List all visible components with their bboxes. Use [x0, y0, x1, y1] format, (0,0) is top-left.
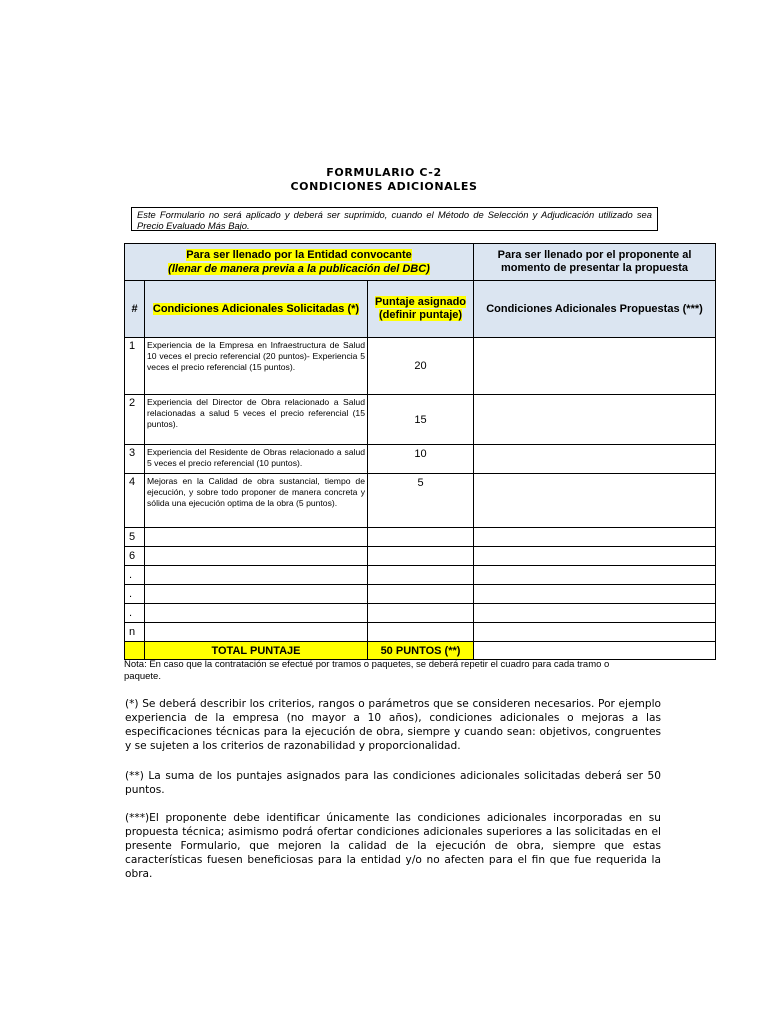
table-row — [125, 604, 716, 623]
row-number: 1 — [125, 338, 145, 395]
column-header-points-label: Puntaje asignado (definir puntaje) — [374, 296, 467, 321]
row-condition: Experiencia de la Empresa en Infraestructura de Salud 10 veces el precio referencial (20 puntos)- Experiencia 5 veces el precio referencial (15 puntos). — [145, 338, 368, 395]
notice-box: Este Formulario no será aplicado y deberá ser suprimido, cuando el Método de Selección y Adjudicación utilizado sea Precio Evaluado Más Bajo. — [131, 207, 658, 231]
form-title: FORMULARIO C-2 — [326, 166, 442, 179]
row-number: 2 — [125, 395, 145, 445]
row-number: 5 — [125, 528, 145, 547]
row-number: n — [125, 623, 145, 642]
table-row — [125, 445, 716, 474]
table-header-row-columns — [125, 281, 716, 338]
row-points — [368, 623, 474, 642]
row-points: 15 — [368, 395, 474, 445]
row-number: . — [125, 604, 145, 623]
row-condition — [145, 528, 368, 547]
row-proposed[interactable] — [474, 338, 716, 395]
column-header-number: # — [125, 281, 145, 338]
proponent-header-cell: Para ser llenado por el proponente al momento de presentar la propuesta — [474, 244, 716, 281]
table-header-row-top — [125, 244, 716, 281]
table-row — [125, 585, 716, 604]
conditions-table — [124, 243, 716, 660]
footnote-double-asterisk: (**) La suma de los puntajes asignados para las condiciones adicionales solicitadas deberá ser 50 puntos. — [125, 770, 661, 796]
table-row — [125, 528, 716, 547]
row-points: 10 — [368, 445, 474, 474]
row-condition: Experiencia del Director de Obra relacionado a Salud relacionadas a salud 5 veces el precio referencial (15 puntos). — [145, 395, 368, 445]
row-points — [368, 566, 474, 585]
row-condition — [145, 547, 368, 566]
footnote-single-asterisk: (*) Se deberá describir los criterios, rangos o parámetros que se consideren necesarios. Por ejemplo experiencia de la empresa (no mayor a 10 años), condiciones adicionales o mejoras a las especificaciones técnicas para la ejecución de obra, siempre y cuando sean: objetivos, congruentes y se sujeten a los criterios de razonabilidad y proporcionalidad. — [125, 698, 661, 752]
table-row — [125, 623, 716, 642]
row-points: 20 — [368, 338, 474, 395]
row-proposed[interactable] — [474, 623, 716, 642]
row-points — [368, 585, 474, 604]
row-proposed[interactable] — [474, 547, 716, 566]
row-proposed[interactable] — [474, 395, 716, 445]
form-subtitle: CONDICIONES ADICIONALES — [290, 180, 478, 193]
table-row — [125, 338, 716, 395]
row-points — [368, 604, 474, 623]
entity-header-line2: (llenar de manera previa a la publicación del DBC) — [168, 263, 430, 275]
row-number: 6 — [125, 547, 145, 566]
total-spacer-cell — [125, 642, 145, 660]
total-value: 50 PUNTOS (**) — [368, 642, 474, 660]
footnote-triple-asterisk: (***)El proponente debe identificar únicamente las condiciones adicionales incorporadas en su propuesta técnica; asimismo podrá ofertar condiciones adicionales superiores a las solicitadas en el presente Formulario, que mejoren la calidad de la ejecución de obra, siempre que estas características fuesen beneficiosas para la entidad y/o no afecten para el fin que fue requerida la obra. — [125, 812, 661, 880]
row-condition: Experiencia del Residente de Obras relacionado a salud 5 veces el precio referencial (10 puntos). — [145, 445, 368, 474]
row-proposed[interactable] — [474, 474, 716, 528]
table-row — [125, 395, 716, 445]
column-header-conditions — [145, 281, 368, 338]
column-header-conditions-label: Condiciones Adicionales Solicitadas (*) — [152, 302, 360, 315]
row-condition — [145, 566, 368, 585]
row-points — [368, 528, 474, 547]
row-proposed[interactable] — [474, 445, 716, 474]
row-number: 3 — [125, 445, 145, 474]
row-proposed[interactable] — [474, 566, 716, 585]
entity-header-cell — [125, 244, 474, 281]
table-note: Nota: En caso que la contratación se efectué por tramos o paquetes, se deberá repetir el cuadro para cada tramo o paquete. — [124, 659, 610, 682]
row-number: 4 — [125, 474, 145, 528]
row-proposed[interactable] — [474, 585, 716, 604]
row-proposed[interactable] — [474, 528, 716, 547]
total-label: TOTAL PUNTAJE — [145, 642, 368, 660]
table-row — [125, 474, 716, 528]
row-condition — [145, 623, 368, 642]
column-header-proposed: Condiciones Adicionales Propuestas (***) — [474, 281, 716, 338]
table-total-row — [125, 642, 716, 660]
row-proposed[interactable] — [474, 604, 716, 623]
row-condition — [145, 604, 368, 623]
row-points: 5 — [368, 474, 474, 528]
row-points — [368, 547, 474, 566]
row-number: . — [125, 585, 145, 604]
table-row — [125, 547, 716, 566]
entity-header-line1: Para ser llenado por la Entidad convocante — [186, 249, 412, 261]
row-number: . — [125, 566, 145, 585]
table-row — [125, 566, 716, 585]
column-header-points — [368, 281, 474, 338]
total-proposed-cell — [474, 642, 716, 660]
row-condition — [145, 585, 368, 604]
row-condition: Mejoras en la Calidad de obra sustancial, tiempo de ejecución, y sobre todo proponer de manera concreta y sólida una ejecución optima de la obra (5 puntos). — [145, 474, 368, 528]
